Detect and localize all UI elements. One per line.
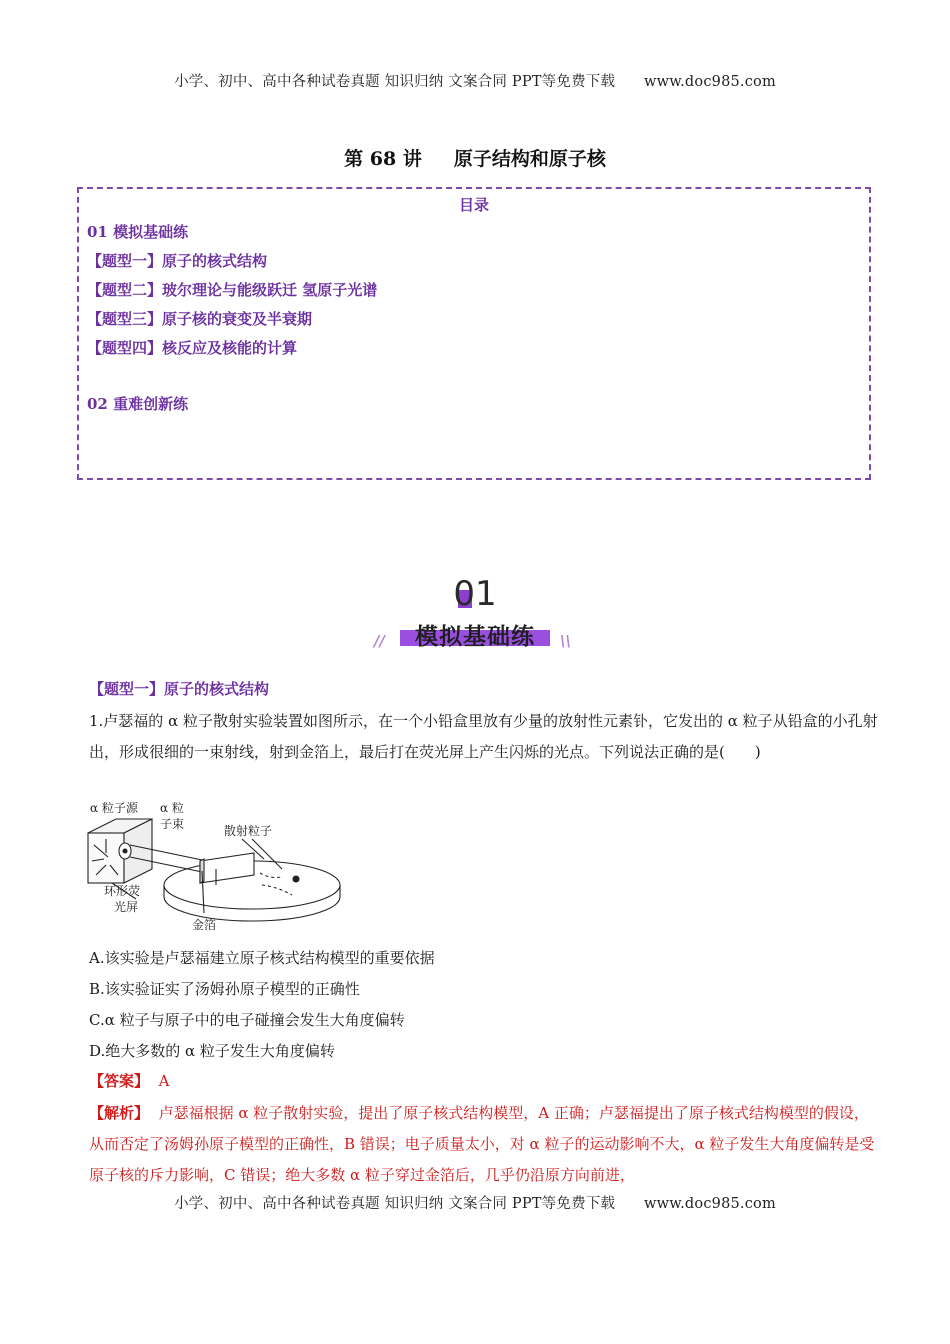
question-text: 1.卢瑟福的 α 粒子散射实验装置如图所示，在一个小铅盒里放有少量的放射性元素钋，它发出的 α 粒子从铅盒的小孔射出，形成很细的一束射线，射到金箔上，最后打在荧光屏上产生闪烁的光点。下列说法正确的是( ) — [89, 712, 878, 761]
toc-item-type-2[interactable]: 【题型二】玻尔理论与能级跃迁 氢原子光谱 — [87, 281, 378, 299]
label-screen-line1: 环形荧 — [104, 884, 141, 898]
lesson-name: 原子结构和原子核 — [453, 148, 606, 170]
answer-line — [89, 1070, 169, 1091]
option-a: A.该实验是卢瑟福建立原子核式结构模型的重要依据 — [89, 949, 435, 967]
section-banner — [370, 572, 580, 652]
rutherford-scattering-diagram — [82, 795, 342, 935]
footer-text: 小学、初中、高中各种试卷真题 知识归纳 文案合同 PPT等免费下载 — [174, 1196, 616, 1212]
option-c: C.α 粒子与原子中的电子碰撞会发生大角度偏转 — [89, 1011, 405, 1029]
label-alpha-source: α 粒子源 — [90, 801, 138, 815]
label-gold-foil: 金箔 — [192, 918, 217, 932]
toc-item-type-3[interactable]: 【题型三】原子核的衰变及半衰期 — [87, 310, 313, 328]
banner-number: 01 — [453, 574, 497, 614]
answer-label: 【答案】 — [89, 1072, 150, 1090]
option-b: B.该实验证实了汤姆孙原子模型的正确性 — [89, 980, 360, 998]
lesson-number: 第 68 讲 — [344, 148, 422, 170]
footer-url[interactable]: www.doc985.com — [643, 1196, 776, 1212]
toc-item-basic-practice[interactable]: 01 模拟基础练 — [87, 223, 189, 241]
toc-item-type-4[interactable]: 【题型四】核反应及核能的计算 — [87, 339, 298, 357]
page-footer — [0, 1192, 950, 1213]
label-screen-line2: 光屏 — [114, 900, 139, 914]
toc-title: 目录 — [458, 196, 489, 214]
toc-item-type-1[interactable]: 【题型一】原子的核式结构 — [87, 252, 268, 270]
option-d: D.绝大多数的 α 粒子发生大角度偏转 — [89, 1042, 335, 1060]
label-alpha-beam-line1: α 粒 — [160, 801, 184, 815]
toc-item-advanced-practice[interactable]: 02 重难创新练 — [87, 395, 189, 413]
header-text: 小学、初中、高中各种试卷真题 知识归纳 文案合同 PPT等免费下载 — [174, 74, 616, 90]
lesson-title — [0, 144, 950, 171]
analysis-label: 【解析】 — [89, 1104, 150, 1122]
analysis-block — [89, 1098, 879, 1191]
banner-left-slash-icon: // — [374, 632, 385, 650]
table-of-contents — [77, 187, 871, 480]
header-url[interactable]: www.doc985.com — [643, 74, 776, 90]
section-heading: 【题型一】原子的核式结构 — [89, 680, 270, 698]
page-header — [0, 70, 950, 91]
banner-title: 模拟基础练 — [415, 624, 535, 650]
banner-right-slash-icon: \\ — [560, 632, 571, 650]
label-alpha-beam-line2: 子束 — [160, 817, 185, 831]
analysis-text: 卢瑟福根据 α 粒子散射实验，提出了原子核式结构模型，A 正确；卢瑟福提出了原子核式结构模型的假设，从而否定了汤姆孙原子模型的正确性，B 错误；电子质量太小，对 α 粒子的运动影响不大，α 粒子发生大角度偏转是受原子核的斥力影响，C 错误；绝大多数 α 粒子穿过金箔后，几乎仍沿原方向前进， — [89, 1104, 875, 1184]
label-scattered-particles: 散射粒子 — [224, 824, 273, 838]
answer-value: A — [158, 1072, 170, 1090]
